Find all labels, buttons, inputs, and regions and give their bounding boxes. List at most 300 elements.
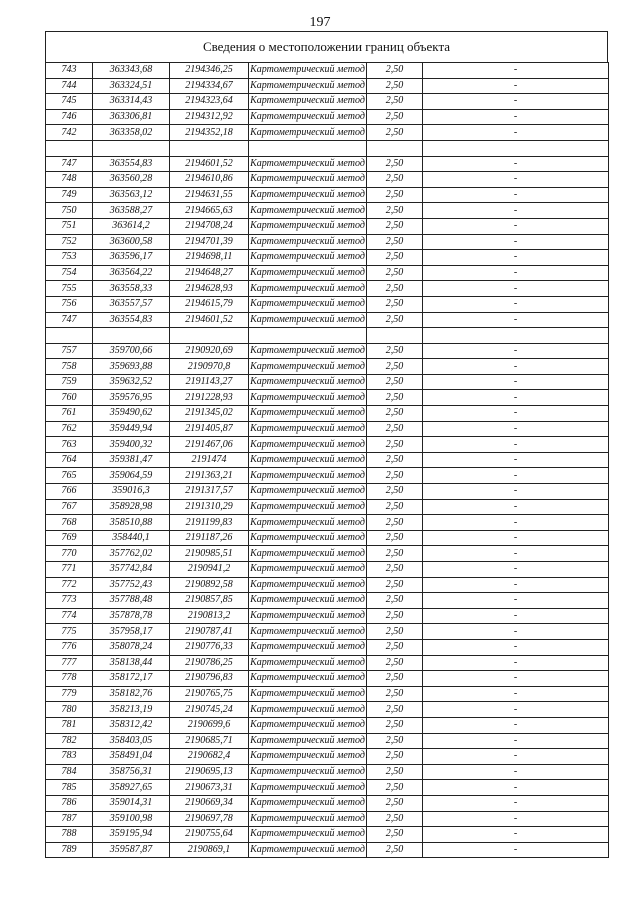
empty-cell [93,140,170,156]
precision: 2,50 [367,390,423,406]
point-number: 781 [46,717,93,733]
method: Картометрический метод [249,484,367,500]
coord-y: 2190685,71 [170,733,249,749]
precision: 2,50 [367,156,423,172]
table-row [46,406,609,422]
method: Картометрический метод [249,296,367,312]
point-number: 767 [46,499,93,515]
table-row [46,624,609,640]
empty-cell [46,328,93,344]
point-number: 784 [46,764,93,780]
precision: 2,50 [367,63,423,79]
description: - [423,484,609,500]
method: Картометрический метод [249,125,367,141]
coord-y: 2190857,85 [170,593,249,609]
precision: 2,50 [367,780,423,796]
point-number: 770 [46,546,93,562]
method: Картометрический метод [249,421,367,437]
coord-x: 363314,43 [93,94,170,110]
description: - [423,390,609,406]
table-row [46,218,609,234]
table-row [46,546,609,562]
block-separator-row [46,140,609,156]
empty-cell [423,140,609,156]
coord-y: 2194615,79 [170,296,249,312]
method: Картометрический метод [249,468,367,484]
coord-y: 2190745,24 [170,702,249,718]
point-number: 774 [46,608,93,624]
precision: 2,50 [367,78,423,94]
coord-x: 363563,12 [93,187,170,203]
description: - [423,156,609,172]
table-row [46,203,609,219]
table-row [46,281,609,297]
method: Картометрический метод [249,624,367,640]
coord-y: 2194346,25 [170,63,249,79]
precision: 2,50 [367,702,423,718]
precision: 2,50 [367,593,423,609]
coord-y: 2190699,6 [170,717,249,733]
point-number: 746 [46,109,93,125]
point-number: 768 [46,515,93,531]
point-number: 779 [46,686,93,702]
point-number: 771 [46,562,93,578]
method: Картометрический метод [249,109,367,125]
coord-y: 2190941,2 [170,562,249,578]
description: - [423,234,609,250]
coord-x: 358491,04 [93,749,170,765]
precision: 2,50 [367,811,423,827]
precision: 2,50 [367,406,423,422]
coord-y: 2194665,63 [170,203,249,219]
point-number: 778 [46,671,93,687]
coord-x: 359490,62 [93,406,170,422]
point-number: 782 [46,733,93,749]
description: - [423,655,609,671]
description: - [423,624,609,640]
description: - [423,686,609,702]
precision: 2,50 [367,749,423,765]
coord-x: 359400,32 [93,437,170,453]
coord-y: 2191310,29 [170,499,249,515]
description: - [423,468,609,484]
coord-y: 2191474 [170,452,249,468]
point-number: 758 [46,359,93,375]
precision: 2,50 [367,94,423,110]
description: - [423,63,609,79]
coord-y: 2190755,64 [170,827,249,843]
method: Картометрический метод [249,343,367,359]
empty-cell [46,140,93,156]
method: Картометрический метод [249,717,367,733]
precision: 2,50 [367,218,423,234]
method: Картометрический метод [249,546,367,562]
table-row [46,702,609,718]
coord-x: 357958,17 [93,624,170,640]
description: - [423,296,609,312]
table-row [46,515,609,531]
method: Картометрический метод [249,187,367,203]
coord-y: 2194334,67 [170,78,249,94]
empty-cell [93,328,170,344]
method: Картометрический метод [249,437,367,453]
table-row [46,78,609,94]
description: - [423,109,609,125]
method: Картометрический метод [249,842,367,858]
point-number: 780 [46,702,93,718]
table-row [46,577,609,593]
method: Картометрический метод [249,671,367,687]
table-row [46,562,609,578]
precision: 2,50 [367,203,423,219]
precision: 2,50 [367,484,423,500]
coord-x: 363358,02 [93,125,170,141]
description: - [423,702,609,718]
description: - [423,374,609,390]
method: Картометрический метод [249,795,367,811]
coord-y: 2194631,55 [170,187,249,203]
point-number: 752 [46,234,93,250]
description: - [423,827,609,843]
description: - [423,842,609,858]
precision: 2,50 [367,359,423,375]
table-row [46,842,609,858]
method: Картометрический метод [249,515,367,531]
page-number: 197 [309,15,331,30]
point-number: 757 [46,343,93,359]
coord-x: 359195,94 [93,827,170,843]
coord-x: 363614,2 [93,218,170,234]
coord-x: 363324,51 [93,78,170,94]
method: Картометрический метод [249,281,367,297]
description: - [423,593,609,609]
method: Картометрический метод [249,686,367,702]
description: - [423,421,609,437]
method: Картометрический метод [249,811,367,827]
description: - [423,749,609,765]
precision: 2,50 [367,608,423,624]
coord-x: 358213,19 [93,702,170,718]
coord-y: 2194610,86 [170,172,249,188]
description: - [423,608,609,624]
coord-y: 2190786,25 [170,655,249,671]
table-row [46,795,609,811]
precision: 2,50 [367,671,423,687]
description: - [423,187,609,203]
method: Картометрический метод [249,749,367,765]
coord-x: 363558,33 [93,281,170,297]
method: Картометрический метод [249,499,367,515]
precision: 2,50 [367,499,423,515]
precision: 2,50 [367,234,423,250]
precision: 2,50 [367,109,423,125]
table-row [46,359,609,375]
coord-y: 2190970,8 [170,359,249,375]
method: Картометрический метод [249,203,367,219]
coord-x: 358078,24 [93,639,170,655]
coord-y: 2194601,52 [170,156,249,172]
description: - [423,546,609,562]
coord-y: 2191363,21 [170,468,249,484]
coord-x: 358756,31 [93,764,170,780]
table-row [46,671,609,687]
method: Картометрический метод [249,733,367,749]
coord-y: 2194352,18 [170,125,249,141]
precision: 2,50 [367,172,423,188]
method: Картометрический метод [249,234,367,250]
coord-y: 2194698,11 [170,250,249,266]
method: Картометрический метод [249,63,367,79]
empty-cell [367,328,423,344]
precision: 2,50 [367,795,423,811]
coord-x: 359632,52 [93,374,170,390]
precision: 2,50 [367,764,423,780]
method: Картометрический метод [249,94,367,110]
table-title: Сведения о местоположении границ объекта [45,31,608,62]
coord-x: 363554,83 [93,156,170,172]
empty-cell [367,140,423,156]
coord-x: 363554,83 [93,312,170,328]
table-row [46,187,609,203]
coord-y: 2191405,87 [170,421,249,437]
coord-x: 359064,59 [93,468,170,484]
table-row [46,484,609,500]
coord-x: 357762,02 [93,546,170,562]
coord-y: 2194708,24 [170,218,249,234]
description: - [423,265,609,281]
point-number: 760 [46,390,93,406]
coord-x: 359016,3 [93,484,170,500]
method: Картометрический метод [249,78,367,94]
point-number: 789 [46,842,93,858]
precision: 2,50 [367,374,423,390]
coord-y: 2191187,26 [170,530,249,546]
point-number: 749 [46,187,93,203]
coord-x: 358927,65 [93,780,170,796]
precision: 2,50 [367,515,423,531]
coord-y: 2190892,58 [170,577,249,593]
point-number: 751 [46,218,93,234]
precision: 2,50 [367,530,423,546]
coord-x: 358928,98 [93,499,170,515]
coord-x: 363306,81 [93,109,170,125]
description: - [423,530,609,546]
table-row [46,608,609,624]
precision: 2,50 [367,655,423,671]
coord-x: 359100,98 [93,811,170,827]
method: Картометрический метод [249,172,367,188]
table-row [46,530,609,546]
precision: 2,50 [367,717,423,733]
coord-y: 2194628,93 [170,281,249,297]
method: Картометрический метод [249,156,367,172]
coord-x: 357878,78 [93,608,170,624]
method: Картометрический метод [249,780,367,796]
description: - [423,733,609,749]
description: - [423,78,609,94]
coord-x: 358403,05 [93,733,170,749]
method: Картометрический метод [249,359,367,375]
coord-y: 2190765,75 [170,686,249,702]
table-row [46,468,609,484]
table-row [46,733,609,749]
point-number: 769 [46,530,93,546]
point-number: 776 [46,639,93,655]
coord-y: 2190669,34 [170,795,249,811]
precision: 2,50 [367,187,423,203]
method: Картометрический метод [249,218,367,234]
point-number: 785 [46,780,93,796]
table-row [46,593,609,609]
table-row [46,296,609,312]
coord-y: 2190697,78 [170,811,249,827]
description: - [423,515,609,531]
description: - [423,795,609,811]
description: - [423,312,609,328]
table-row [46,639,609,655]
table-row [46,390,609,406]
precision: 2,50 [367,639,423,655]
description: - [423,281,609,297]
coord-y: 2190776,33 [170,639,249,655]
precision: 2,50 [367,686,423,702]
description: - [423,250,609,266]
method: Картометрический метод [249,265,367,281]
precision: 2,50 [367,624,423,640]
table-row [46,686,609,702]
coord-y: 2191143,27 [170,374,249,390]
coord-y: 2194601,52 [170,312,249,328]
precision: 2,50 [367,421,423,437]
method: Картометрический метод [249,452,367,468]
method: Картометрический метод [249,390,367,406]
coord-x: 357788,48 [93,593,170,609]
method: Картометрический метод [249,764,367,780]
description: - [423,452,609,468]
point-number: 759 [46,374,93,390]
point-number: 773 [46,593,93,609]
empty-cell [170,140,249,156]
point-number: 750 [46,203,93,219]
coord-x: 359693,88 [93,359,170,375]
point-number: 787 [46,811,93,827]
point-number: 765 [46,468,93,484]
precision: 2,50 [367,842,423,858]
coord-y: 2190695,13 [170,764,249,780]
method: Картометрический метод [249,577,367,593]
coord-y: 2190796,83 [170,671,249,687]
coord-y: 2194323,64 [170,94,249,110]
boundary-table-frame [45,31,608,858]
precision: 2,50 [367,125,423,141]
coord-x: 358510,88 [93,515,170,531]
point-number: 766 [46,484,93,500]
point-number: 761 [46,406,93,422]
point-number: 755 [46,281,93,297]
coord-y: 2190682,4 [170,749,249,765]
table-row [46,780,609,796]
description: - [423,764,609,780]
point-number: 756 [46,296,93,312]
point-number: 742 [46,125,93,141]
description: - [423,343,609,359]
description: - [423,437,609,453]
method: Картометрический метод [249,827,367,843]
table-row [46,749,609,765]
table-row [46,499,609,515]
point-number: 764 [46,452,93,468]
description: - [423,577,609,593]
table-row [46,764,609,780]
table-row [46,234,609,250]
description: - [423,780,609,796]
method: Картометрический метод [249,250,367,266]
table-row [46,452,609,468]
coord-x: 358312,42 [93,717,170,733]
method: Картометрический метод [249,639,367,655]
description: - [423,499,609,515]
precision: 2,50 [367,281,423,297]
coord-x: 359576,95 [93,390,170,406]
coord-x: 358182,76 [93,686,170,702]
precision: 2,50 [367,250,423,266]
point-number: 747 [46,312,93,328]
description: - [423,406,609,422]
method: Картометрический метод [249,406,367,422]
coord-x: 357742,84 [93,562,170,578]
block-separator-row [46,328,609,344]
method: Картометрический метод [249,608,367,624]
description: - [423,125,609,141]
coord-x: 358440,1 [93,530,170,546]
point-number: 777 [46,655,93,671]
table-row [46,827,609,843]
precision: 2,50 [367,312,423,328]
table-row [46,437,609,453]
precision: 2,50 [367,343,423,359]
empty-cell [249,328,367,344]
coord-x: 363600,58 [93,234,170,250]
point-number: 762 [46,421,93,437]
empty-cell [170,328,249,344]
method: Картометрический метод [249,702,367,718]
point-number: 783 [46,749,93,765]
method: Картометрический метод [249,374,367,390]
description: - [423,811,609,827]
point-number: 753 [46,250,93,266]
table-row [46,717,609,733]
point-number: 745 [46,94,93,110]
coord-y: 2190813,2 [170,608,249,624]
precision: 2,50 [367,827,423,843]
table-row [46,374,609,390]
table-row [46,811,609,827]
description: - [423,717,609,733]
table-row [46,655,609,671]
description: - [423,218,609,234]
coord-x: 363560,28 [93,172,170,188]
empty-cell [423,328,609,344]
table-row [46,312,609,328]
coord-x: 363343,68 [93,63,170,79]
table-row [46,250,609,266]
description: - [423,639,609,655]
table-row [46,94,609,110]
point-number: 788 [46,827,93,843]
table-row [46,172,609,188]
coord-x: 363557,57 [93,296,170,312]
table-row [46,421,609,437]
